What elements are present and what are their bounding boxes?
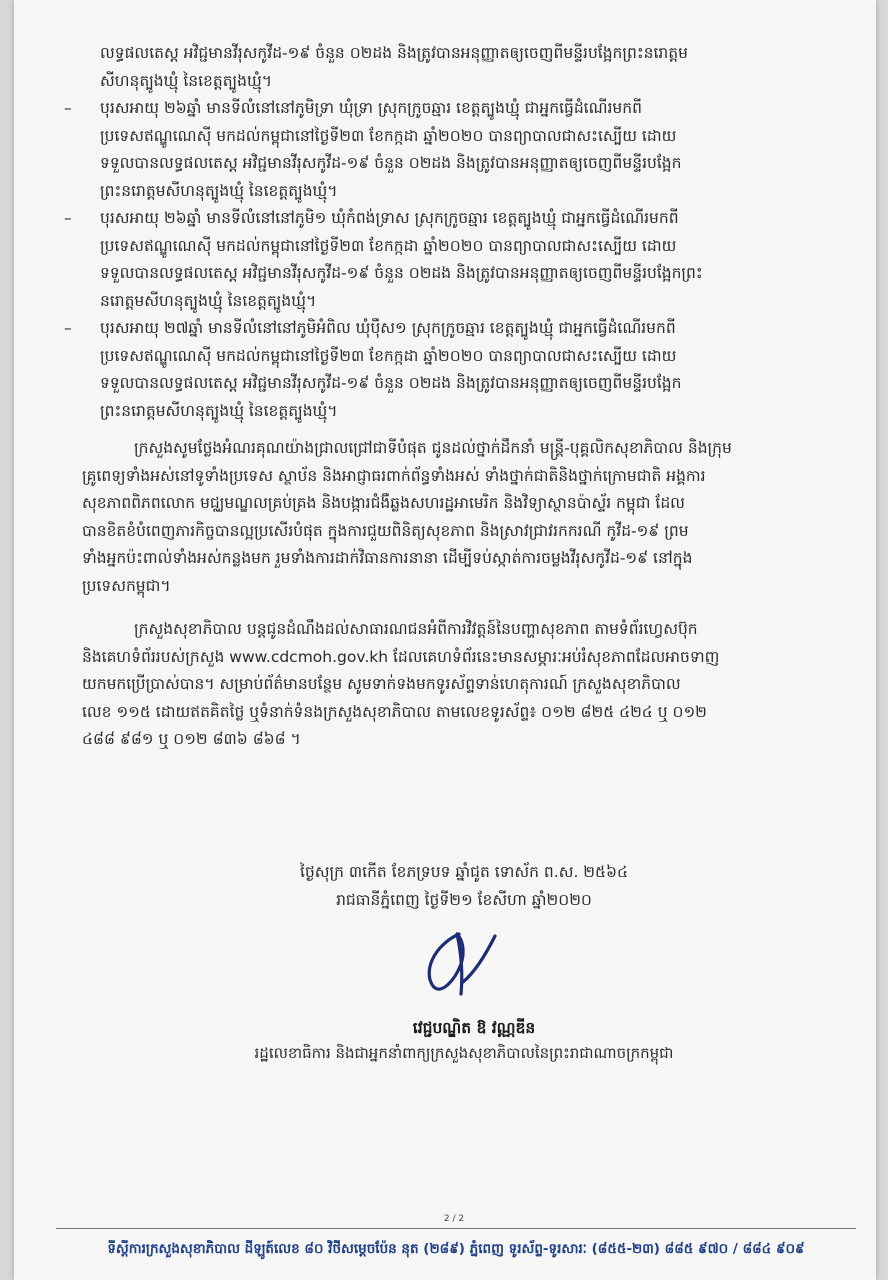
paragraph-information	[64, 616, 850, 754]
page-number: 2 / 2	[443, 1214, 465, 1224]
bullet-marker: –	[64, 99, 72, 117]
text-line: ប្រទេសឥណ្ឌូណេស៊ី មកដល់កម្ពុជានៅថ្ងៃទី២៣ ខែកក្កដា ឆ្នាំ២០២០ បានព្យាបាលជាសះស្បើយ ដោយ	[100, 236, 677, 255]
text-line: ព្រះនរោត្តមសីហនុត្បូងឃ្មុំ នៃខេត្តត្បូងឃ្មុំ។	[100, 401, 338, 420]
text-line: នរោត្តមសីហនុត្បូងឃ្មុំ នៃខេត្តត្បូងឃ្មុំ។	[100, 291, 317, 310]
text-line: និងគេហទំព័ររបស់ក្រសួង www.cdcmoh.gov.kh ដែលគេហទំព័រនេះមានសម្ភារៈអប់រំសុខភាពដែលអាចទាញ	[82, 647, 720, 666]
text-line: សុខភាពពិភពលោក មជ្ឈមណ្ឌលគ្រប់គ្រង និងបង្ការជំងឺឆ្លងសហរដ្ឋអាមេរិក និងវិទ្យាស្ថានប៉ាស្ទ័រ កម្ពុជា ដែល	[82, 494, 685, 512]
text-line: លេខ ១១៥ ដោយឥតគិតថ្លៃ ឬទំនាក់ទំនងក្រសួងសុខាភិបាល តាមលេខទូរស័ព្ទ៖ ០១២ ៨២៥ ៤២៤ ឬ ០១២	[82, 702, 707, 721]
date-lunar: ថ្ងៃសុក្រ ៣កើត ខែភទ្របទ ឆ្នាំជូត ទោស័ក ព.ស. ២៥៦៤	[300, 863, 628, 881]
text-line: ក្រសួងសូមថ្លែងអំណរគុណយ៉ាងជ្រាលជ្រៅជាទីបំផុត ជូនដល់ថ្នាក់ដឹកនាំ មន្ត្រី-បុគ្គលិកសុខាភិបាល និងក្រុម	[134, 439, 732, 457]
footer-divider	[56, 1228, 856, 1229]
text-line: បុរសអាយុ ២៧ឆ្នាំ មានទីលំនៅនៅភូមិអំពិល ឃុំប៉ឺស១ ស្រុកក្រូចឆ្មារ ខេត្តត្បូងឃ្មុំ ជាអ្នកធ្វើដំណើរមកពី	[100, 319, 676, 337]
bullet-item	[64, 315, 850, 425]
text-line: ទទួលបានលទ្ធផលតេស្ត អវិជ្ជមានវីរុសកូវីដ-១៩ ចំនួន ០២ដង និងត្រូវបានអនុញ្ញាតឲ្យចេញពីមន្ទីរបង្អែកព្រះ	[100, 264, 703, 282]
document-page	[14, 0, 876, 1280]
text-line: ព្រះនរោត្តមសីហនុត្បូងឃ្មុំ នៃខេត្តត្បូងឃ្មុំ។	[100, 181, 338, 200]
bullet-item	[64, 40, 850, 95]
text-line: យកមកប្រើប្រាស់បាន។ សម្រាប់ព័ត៌មានបន្ថែម សូមទាក់ទងមកទូរស័ព្ទទាន់ហេតុការណ៍ ក្រសួងសុខាភិបាល	[82, 675, 681, 693]
paragraph-thanks	[64, 435, 850, 600]
text-line: បុរសអាយុ ២៦ឆ្នាំ មានទីលំនៅនៅភូមិ១ ឃុំកំពង់ទ្រាស ស្រុកក្រូចឆ្មារ ខេត្តត្បូងឃ្មុំ ជាអ្នកធ្វើដំណើរមកពី	[100, 209, 679, 227]
bullet-item	[64, 205, 850, 315]
text-line: លទ្ធផលតេស្ត អវិជ្ជមានវីរុសកូវីដ-១៩ ចំនួន ០២ដង និងត្រូវបានអនុញ្ញាតឲ្យចេញពីមន្ទីរបង្អែកព្រះនរោត្តម	[100, 44, 688, 62]
bullet-marker: –	[64, 209, 72, 227]
text-line: ទទួលបានលទ្ធផលតេស្ត អវិជ្ជមានវីរុសកូវីដ-១៩ ចំនួន ០២ដង និងត្រូវបានអនុញ្ញាតឲ្យចេញពីមន្ទីរបង្អែក	[100, 374, 682, 392]
text-line: បុរសអាយុ ២៦ឆ្នាំ មានទីលំនៅនៅភូមិទ្រា ឃុំទ្រា ស្រុកក្រូចឆ្មារ ខេត្តត្បូងឃ្មុំ ជាអ្នកធ្វើដំណើរមកពី	[100, 99, 642, 117]
signatory-name: វេជ្ជបណ្ឌិត ឱ វណ្ណឌីន	[412, 1019, 536, 1037]
text-line: ប្រទេសឥណ្ឌូណេស៊ី មកដល់កម្ពុជានៅថ្ងៃទី២៣ ខែកក្កដា ឆ្នាំ២០២០ បានព្យាបាលជាសះស្បើយ ដោយ	[100, 346, 677, 365]
footer-address: ទីស្តីការក្រសួងសុខាភិបាល ដីឡូត៍លេខ ៨០ វិថីសម្តេចប៉ែន នុត (២៨៩) ភ្នំពេញ ទូរស័ព្ទ-ទូរសារៈ (៨៥៥-២៣) ៨៨៥ ៩៧០ / ៨៨៤ ៩០៩	[107, 1241, 805, 1257]
text-line: ៤៨៨ ៩៨១ ឬ ០១២ ៨៣៦ ៨៦៨ ។	[82, 730, 301, 748]
bullet-item	[64, 95, 850, 205]
bullet-marker: –	[64, 319, 72, 337]
text-line: សីហនុត្បូងឃ្មុំ នៃខេត្តត្បូងឃ្មុំ។	[100, 71, 272, 90]
text-line: ទាំងអ្នកប៉ះពាល់ទាំងអស់កន្លងមក រួមទាំងការដាក់វិធានការនានា ដើម្បីទប់ស្កាត់ការចម្លងវីរុសកូវីដ-១៩ នៅក្នុង	[82, 549, 693, 567]
text-line: ទទួលបានលទ្ធផលតេស្ត អវិជ្ជមានវីរុសកូវីដ-១៩ ចំនួន ០២ដង និងត្រូវបានអនុញ្ញាតឲ្យចេញពីមន្ទីរបង្អែក	[100, 154, 682, 172]
text-line: ប្រទេសកម្ពុជា។	[82, 576, 171, 595]
signatory-title: រដ្ឋលេខាធិការ និងជាអ្នកនាំពាក្យក្រសួងសុខាភិបាលនៃព្រះរាជាណាចក្រកម្ពុជា	[254, 1044, 674, 1062]
text-line: បានខិតខំបំពេញភារកិច្ចបានល្អប្រសើរបំផុត ក្នុងការជួយពិនិត្យសុខភាព និងស្រាវជ្រាវរកករណី កូវីដ-១៩ ព្រម	[82, 521, 689, 540]
handwritten-signature	[419, 922, 519, 1002]
document-body	[64, 40, 850, 754]
date-solar: រាជធានីភ្នំពេញ ថ្ងៃទី២១ ខែសីហា ឆ្នាំ២០២០	[336, 891, 592, 909]
text-line: ប្រទេសឥណ្ឌូណេស៊ី មកដល់កម្ពុជានៅថ្ងៃទី២៣ ខែកក្កដា ឆ្នាំ២០២០ បានព្យាបាលជាសះស្បើយ ដោយ	[100, 126, 677, 145]
text-line: ក្រសួងសុខាភិបាល បន្តជូនដំណឹងដល់សាធារណជនអំពីការវិវត្តន៍នៃបញ្ហាសុខភាព តាមទំព័រហ្វេសប៊ុក	[134, 620, 698, 638]
text-line: គ្រូពេទ្យទាំងអស់នៅទូទាំងប្រទេស ស្ថាប័ន និងអាជ្ញាធរពាក់ព័ន្ធទាំងអស់ ទាំងថ្នាក់ជាតិនិងថ្នាក់ក្រោមជាតិ អង្គការ	[82, 466, 706, 485]
